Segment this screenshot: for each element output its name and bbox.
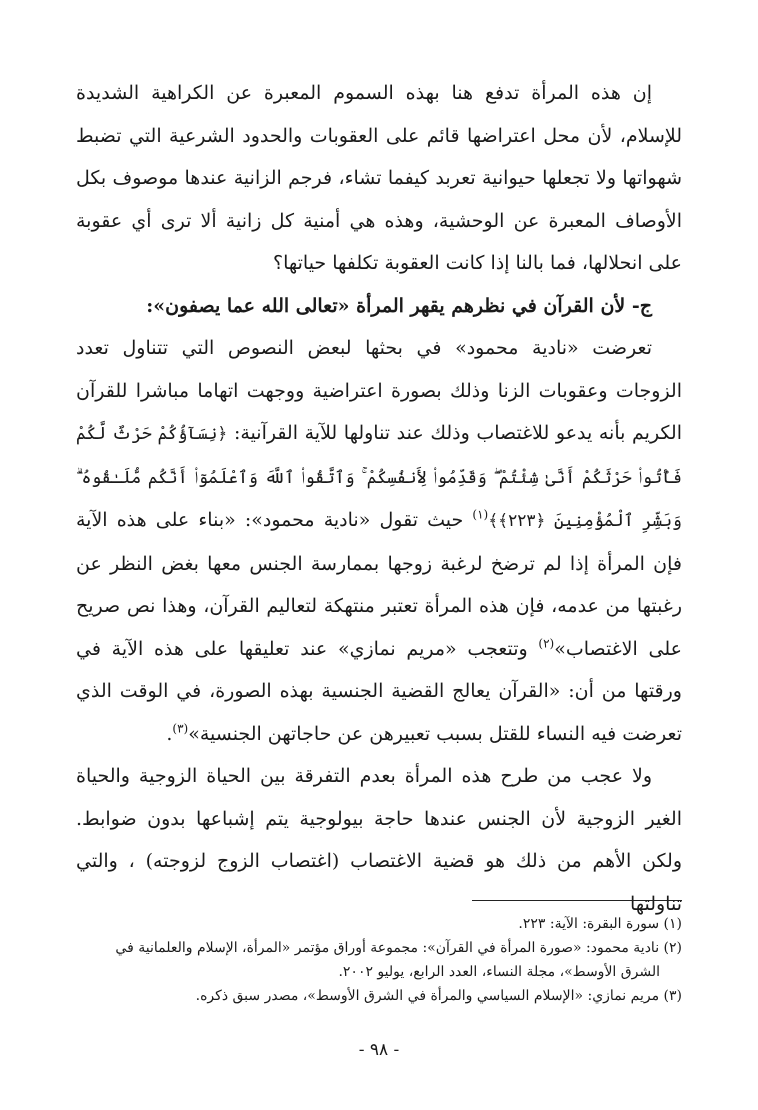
footnotes: [76, 912, 682, 1008]
footnote-3: (٣) مريم نمازي: «الإسلام السياسي والمرأة في الشرق الأوسط»، مصدر سبق ذكره.: [195, 988, 682, 1004]
footnote-ref-1[interactable]: (١): [472, 507, 489, 522]
quran-verse: ﴿نِسَآؤُكُمْ حَرْثٌ لَّكُمْ فَأْتُوا۟ حَرْثَكُمْ أَنَّىٰ شِئْتُمْ ۖ وَقَدِّمُوا۟ لِأَنفُسِكُمْ ۚ وَٱتَّقُوا۟ ٱللَّهَ وَٱعْلَمُوٓا۟ أَنَّكُم مُّلَـٰقُوهُ ۗ وَبَشِّرِ ٱلْمُؤْمِنِينَ ﴿٢٢٣﴾﴾: [76, 424, 682, 531]
footnote-divider: [472, 900, 682, 901]
paragraph-2-continuation: وتتعجب «مريم نمازي» عند تعليقها على هذه الآية في ورقتها من أن: «القرآن يعالج القضية الجنسية بهذه الصورة، في الوقت الذي تعرضت فيه النساء للقتل بسبب تعبيرهن عن حاجاتهن الجنسية»: [76, 637, 682, 745]
paragraph-2-quote: حيث تقول «نادية محمود»: «بناء على هذه الآية فإن المرأة إذا لم ترضخ لرغبة زوجها بممارسة الجنس معها بغض النظر عن رغبتها من عدمه، فإن هذه المرأة تعتبر منتهكة لتعاليم القرآن، وهذا نص صريح على الاغتصاب»: [76, 509, 682, 660]
page-number: - ٩٨ -: [358, 1040, 400, 1060]
section-heading: ج- لأن القرآن في نظرهم يقهر المرأة «تعالى الله عما يصفون»:: [146, 294, 652, 317]
paragraph-2: [76, 327, 682, 755]
paragraph-1: إن هذه المرأة تدفع هنا بهذه السموم المعبرة عن الكراهية الشديدة للإسلام، لأن محل اعتراضها قائم على العقوبات والحدود الشرعية التي تضبط شهواتها ولا تجعلها حيوانية تعربد كيفما تشاء، فرجم الزانية عندها موصوف بكل الأوصاف المعبرة عن الوحشية، وهذه هي أمنية كل زانية ألا ترى أي عقوبة على انحلالها، فما بالنا إذا كانت العقوبة تكلفها حياتها؟: [76, 82, 682, 274]
paragraph-2-end: .: [166, 722, 173, 745]
main-text: [76, 72, 682, 925]
paragraph-2-intro: تعرضت «نادية محمود» في بحثها لبعض النصوص التي تتناول تعدد الزوجات وعقوبات الزنا وذلك بصورة اعتراضية ووجهت اتهاما مباشرا للقرآن الكريم بأنه يدعو للاغتصاب وذلك عند تناولها للآية القرآنية:: [76, 337, 682, 444]
footnote-2-continuation: الشرق الأوسط»، مجلة النساء، العدد الرابع، يوليو ٢٠٠٢.: [338, 964, 660, 980]
footnote-2: (٢) نادية محمود: «صورة المرأة في القرآن»: مجموعة أوراق مؤتمر «المرأة، الإسلام والعلمانية في: [115, 940, 682, 956]
footnote-1: (١) سورة البقرة: الآية: ٢٢٣.: [518, 916, 682, 932]
paragraph-3: ولا عجب من طرح هذه المرأة بعدم التفرقة بين الحياة الزوجية والحياة الغير الزوجية لأن الجنس عندها حاجة بيولوجية يتم إشباعها بدون ضوابط. ولكن الأهم من ذلك هو قضية الاغتصاب (اغتصاب الزوج لزوجته) ، والتي تناولتها: [76, 765, 682, 915]
footnote-ref-3[interactable]: (٣): [172, 721, 189, 736]
footnote-ref-2[interactable]: (٢): [538, 636, 555, 651]
